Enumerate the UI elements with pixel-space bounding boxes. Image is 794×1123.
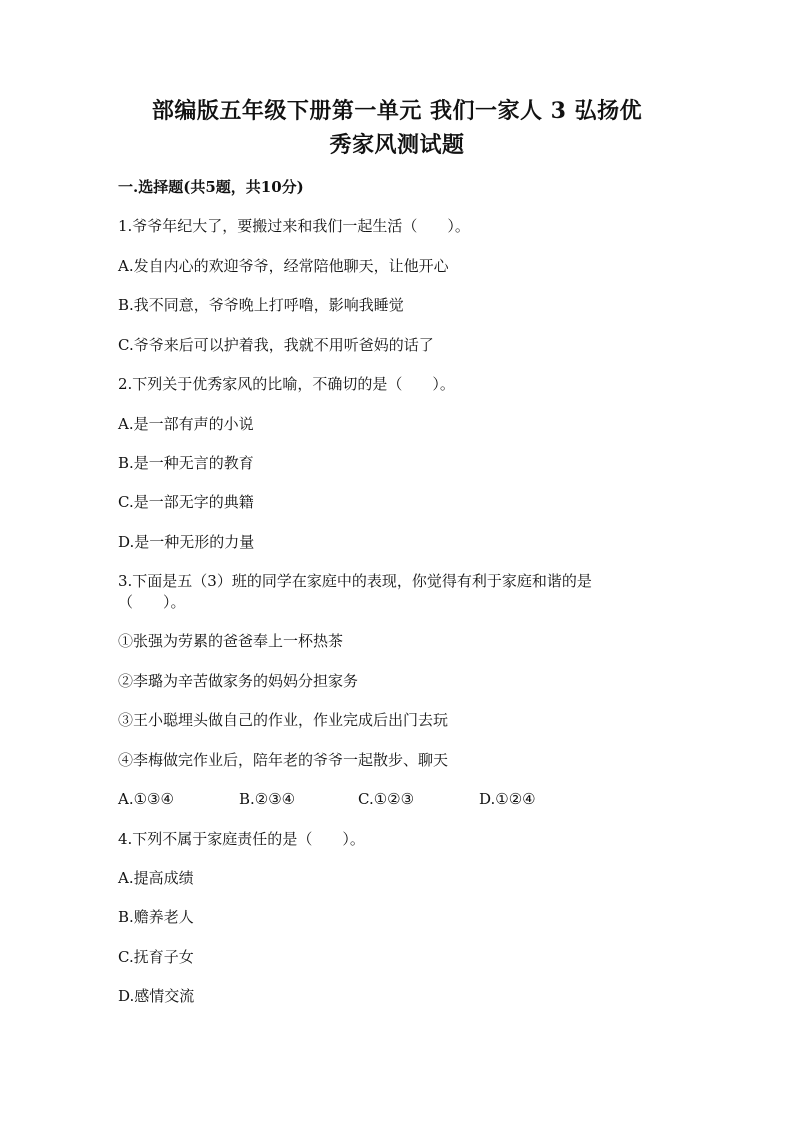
question-1-option-c: C.爷爷来后可以护着我，我就不用听爸妈的话了 <box>118 336 434 354</box>
question-4-option-a: A.提高成绩 <box>118 869 194 887</box>
section-heading: 一.选择题(共5题，共10分) <box>118 178 304 196</box>
question-2-option-a: A.是一部有声的小说 <box>118 415 254 433</box>
question-3-statement-1: ①张强为劳累的爸爸奉上一杯热茶 <box>118 632 344 650</box>
question-3-stem-line2: （ ）。 <box>118 593 186 611</box>
question-4-stem: 4.下列不属于家庭责任的是（ ）。 <box>118 830 365 848</box>
page-title-line1: 部编版五年级下册第一单元 我们一家人 3 弘扬优 <box>151 98 643 124</box>
question-3-statement-4: ④李梅做完作业后，陪年老的爷爷一起散步、聊天 <box>118 751 449 769</box>
question-3-stem-line1: 3.下面是五（3）班的同学在家庭中的表现，你觉得有利于家庭和谐的是 <box>118 572 592 590</box>
question-3-option-b: B.②③④ <box>239 790 296 808</box>
question-4-option-b: B.赡养老人 <box>118 908 194 926</box>
page-title-line2: 秀家风测试题 <box>329 132 465 158</box>
question-3-option-a: A.①③④ <box>118 790 174 808</box>
question-4-option-c: C.抚育子女 <box>118 948 194 966</box>
question-3-option-c: C.①②③ <box>358 790 415 808</box>
question-2-option-d: D.是一种无形的力量 <box>118 533 255 551</box>
question-3-statement-2: ②李璐为辛苦做家务的妈妈分担家务 <box>118 672 359 690</box>
question-2-option-b: B.是一种无言的教育 <box>118 454 254 472</box>
question-2-option-c: C.是一部无字的典籍 <box>118 493 254 511</box>
question-3-options <box>118 789 678 809</box>
question-1-option-a: A.发自内心的欢迎爷爷，经常陪他聊天，让他开心 <box>118 257 449 275</box>
question-3-option-d: D.①②④ <box>479 790 536 808</box>
question-1-stem: 1.爷爷年纪大了，要搬过来和我们一起生活（ ）。 <box>118 217 470 235</box>
question-2-stem: 2.下列关于优秀家风的比喻，不确切的是（ ）。 <box>118 375 455 393</box>
question-1-option-b: B.我不同意，爷爷晚上打呼噜，影响我睡觉 <box>118 296 404 314</box>
question-3-statement-3: ③王小聪埋头做自己的作业，作业完成后出门去玩 <box>118 711 449 729</box>
question-4-option-d: D.感情交流 <box>118 987 195 1005</box>
